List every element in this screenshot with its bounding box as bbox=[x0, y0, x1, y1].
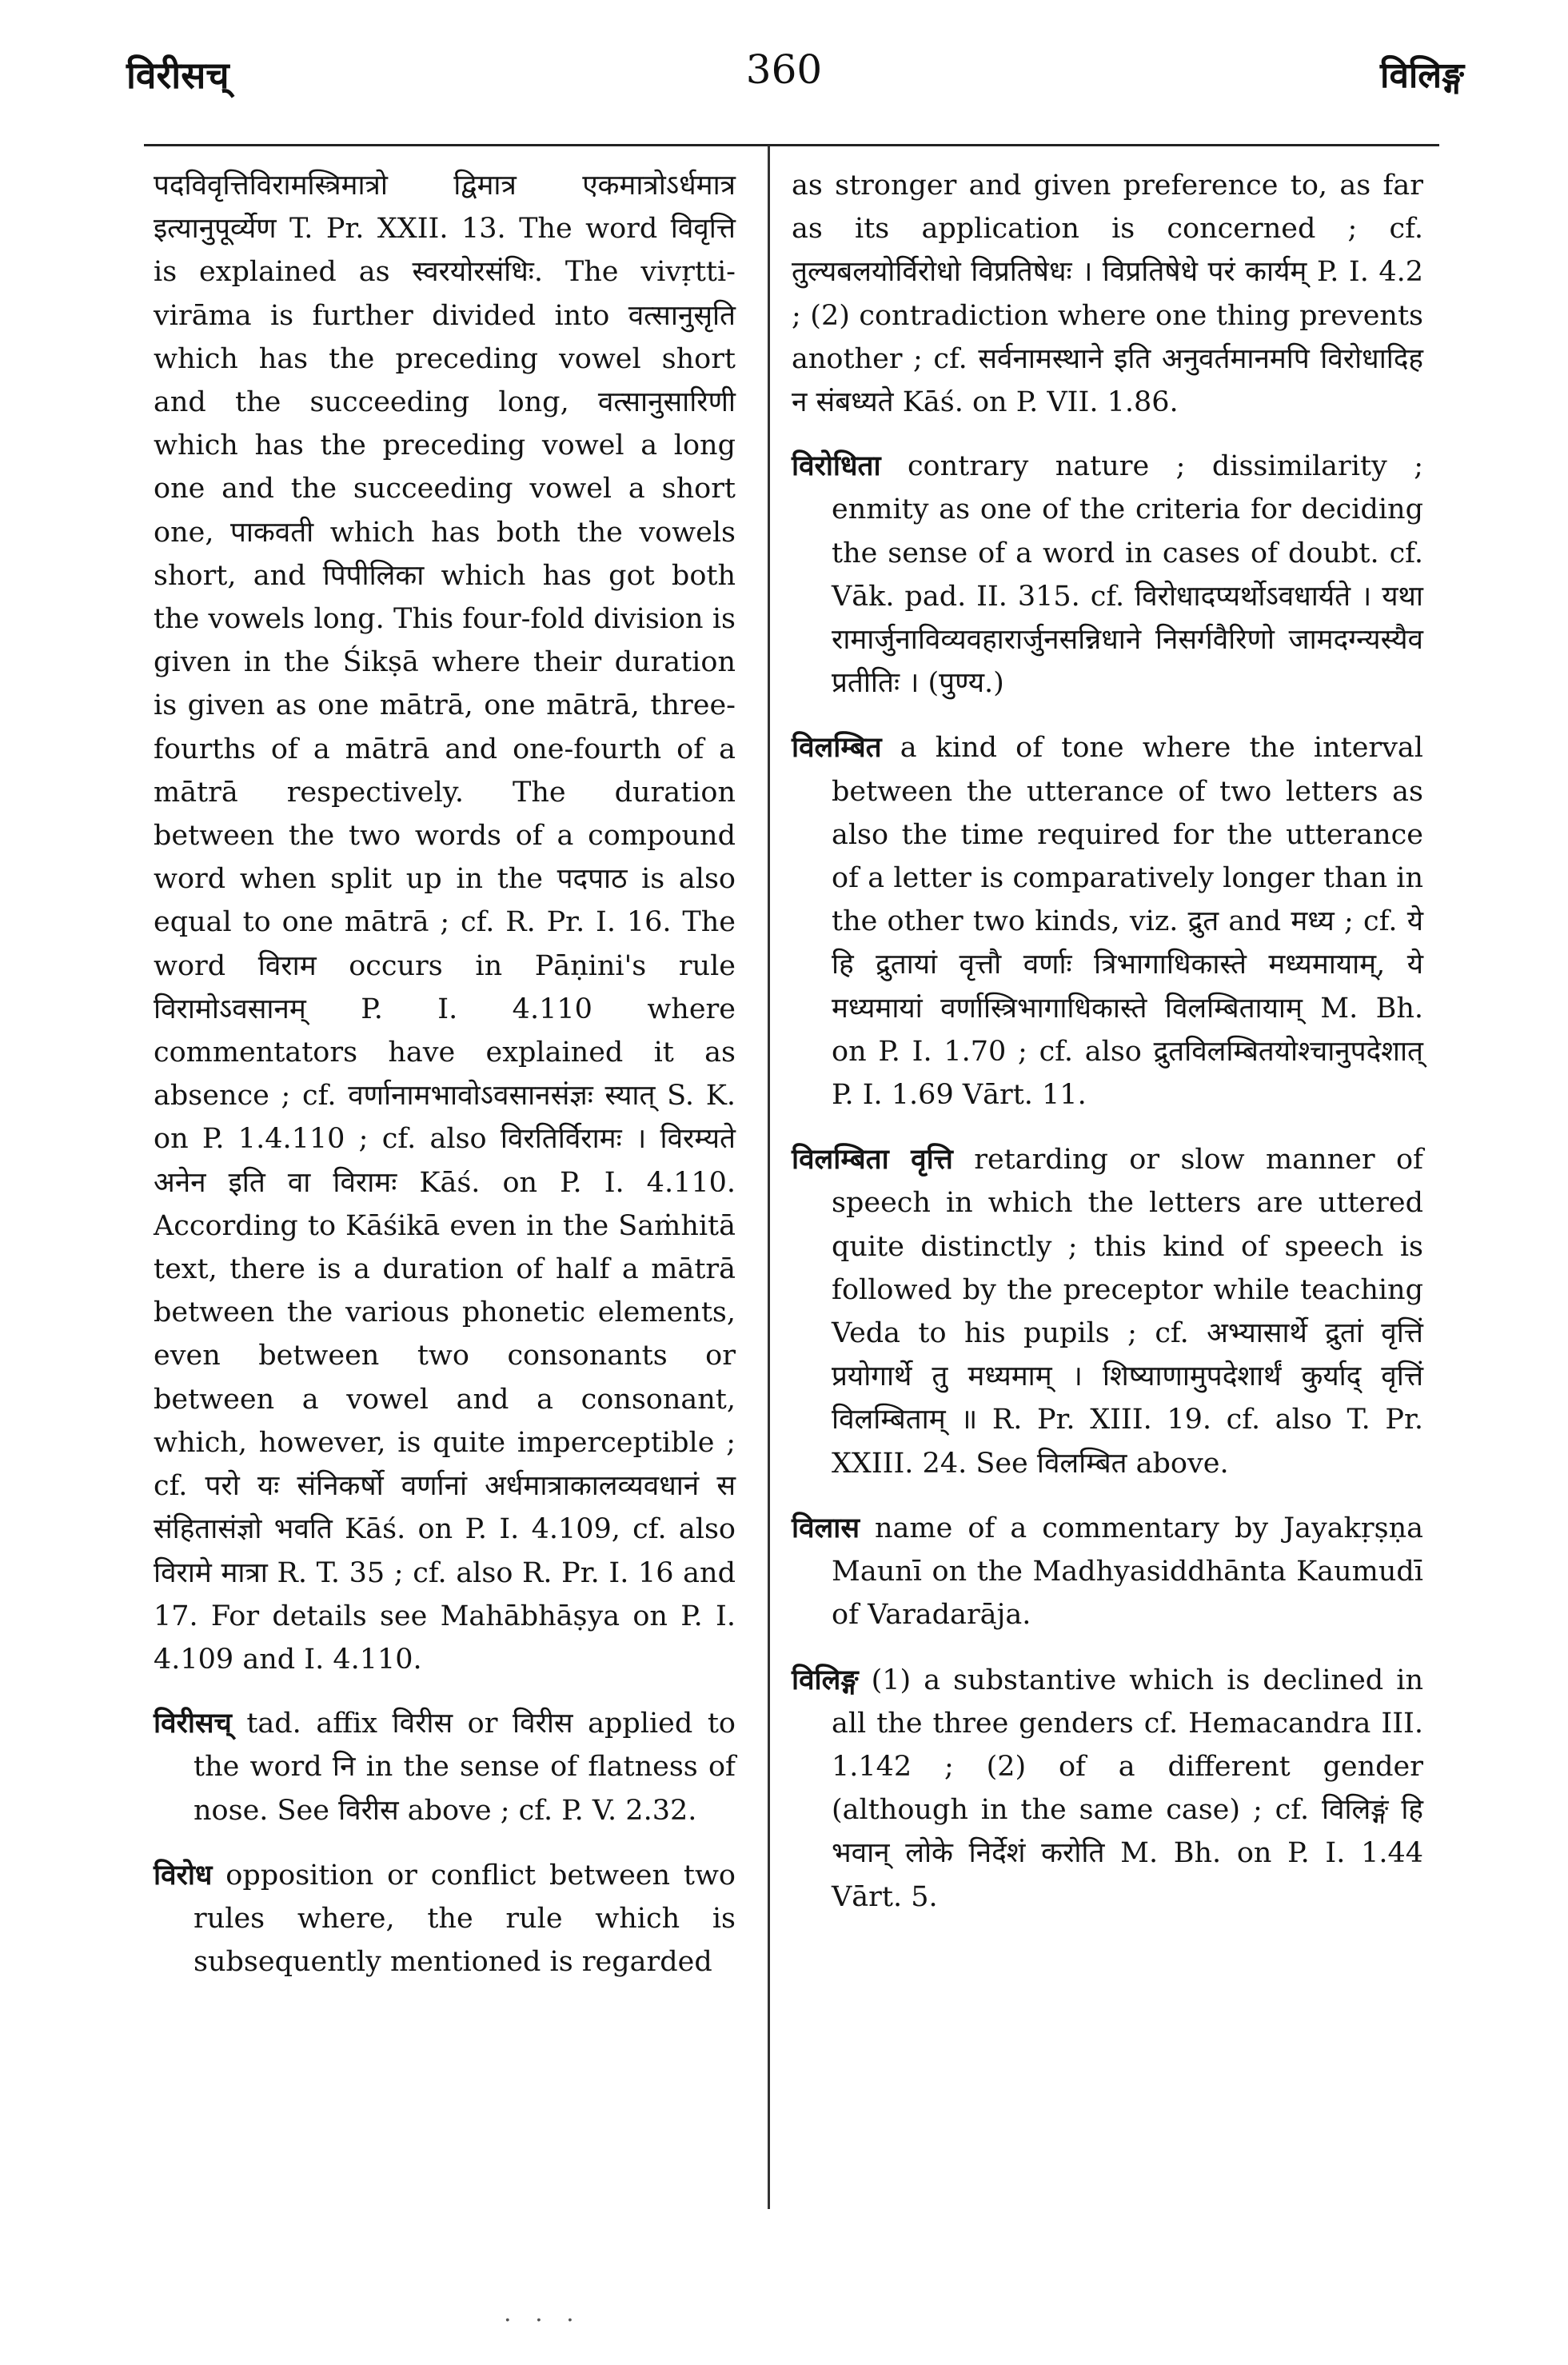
entry-definition: name of a commentary by Jayakṛṣṇa Maunī on the Madhyasiddhānta Kaumudī of Varadarāja. bbox=[832, 1512, 1423, 1632]
dictionary-entry bbox=[792, 1507, 1423, 1637]
entry-definition: (1) a substantive which is declined in all the three genders cf. Hemacandra III. 1.142 ; (2) of a different gender (although in the same case) ; cf. विलिङ्गं हि भवान् लोके निर्देशं करोति M. Bh. on P. I. 1.44 Vārt. 5. bbox=[832, 1664, 1423, 1913]
entry-definition: opposition or conflict between two rules where, the rule which is subsequently mentioned is regarded bbox=[194, 1859, 736, 1979]
entry-headword: विरोधिता bbox=[792, 449, 881, 483]
column-divider bbox=[768, 146, 770, 2209]
dictionary-entry bbox=[792, 1138, 1423, 1485]
dictionary-entry bbox=[792, 445, 1423, 705]
dictionary-entry bbox=[154, 1702, 736, 1832]
entry-definition: a kind of tone where the interval between the utterance of two letters as also the time required for the utterance of a letter is comparatively longer than in the other two kinds, viz. द्रुत and मध्य ; cf. ये हि द्रुतायां वृत्तौ वर्णाः त्रिभागाधिकास्ते मध्यमायाम्, ये मध्यमायां वर्णास्त्रिभागाधिकास्ते विलम्बितायाम् M. Bh. on P. I. 1.70 ; cf. also द्रुतविलम्बितयोश्चानुपदेशात् P. I. 1.69 Vārt. 11. bbox=[832, 732, 1423, 1112]
entry-definition: retarding or slow manner of speech in which the letters are uttered quite distinctly ; this kind of speech is followed by the preceptor while teaching Veda to his pupils ; cf. अभ्यासार्थे द्रुतां वृत्तिं प्रयोगार्थे तु मध्यमाम् । शिष्याणामुपदेशार्थं कुर्याद् वृत्तिं विलम्बिताम् ॥ R. Pr. XIII. 19. cf. also T. Pr. XXIII. 24. See विलम्बित above. bbox=[832, 1144, 1423, 1480]
page-number: 360 bbox=[745, 46, 823, 93]
entry-headword: विरीसच् bbox=[154, 1707, 232, 1740]
right-column bbox=[792, 164, 1423, 1940]
dictionary-entry bbox=[792, 1659, 1423, 1919]
entry-definition: contrary nature ; dissimilarity ; enmity as one of the criteria for deciding the sense of a word in cases of doubt. cf. Vāk. pad. II. 315. cf. विरोधादप्यर्थोऽवधार्यते । यथा रामार्जुनाविव्यवहारार्जुनसन्निधाने निसर्गवैरिणो जामदग्न्यस्यैव प्रतीतिः । (पुण्य.) bbox=[832, 450, 1423, 700]
entry-headword: विलम्बिता वृत्ति bbox=[792, 1143, 953, 1177]
header-right-guide-word: विलिङ्ग bbox=[1380, 55, 1464, 96]
entry-definition: tad. affix विरीस or विरीस applied to the word नि in the sense of flatness of nose. See विरीस above ; cf. P. V. 2.32. bbox=[194, 1708, 736, 1827]
left-column bbox=[154, 164, 736, 2005]
entry-headword: विलिङ्ग bbox=[792, 1663, 859, 1696]
continued-entry-text: as stronger and given preference to, as far as its application is concerned ; cf. तुल्यबलयोर्विरोधो विप्रतिषेधः । विप्रतिषेधे परं कार्यम् P. I. 4.2 ; (2) contradiction where one thing prevents another ; cf. सर्वनामस्थाने इति अनुवर्तमानमपि विरोधादिह न संबध्यते Kāś. on P. VII. 1.86. bbox=[792, 170, 1423, 419]
header-rule bbox=[144, 144, 1439, 146]
header-left-guide-word: विरीसच् bbox=[126, 54, 229, 97]
entry-headword: विलम्बित bbox=[792, 731, 882, 765]
footer-marks: . . . bbox=[504, 2299, 582, 2327]
dictionary-entry bbox=[792, 726, 1423, 1117]
entry-headword: विलास bbox=[792, 1511, 860, 1544]
entry-headword: विरोध bbox=[154, 1858, 213, 1892]
continued-entry-text: पदविवृत्तिविरामस्त्रिमात्रो द्विमात्र एकमात्रोऽर्धमात्र इत्यानुपूर्व्येण T. Pr. XXII. 13. The word विवृत्ति is explained as स्वरयोरसंधिः. The vivṛtti-virāma is further divided into वत्सानुसृति which has the preceding vowel short and the succeeding long, वत्सानुसारिणी which has the preceding vowel a long one and the succeeding vowel a short one, पाकवती which has both the vowels short, and पिपीलिका which has got both the vowels long. This four-fold division is given in the Śikṣā where their duration is given as one mātrā, one mātrā, three-fourths of a mātrā and one-fourth of a mātrā respectively. The duration between the two words of a compound word when split up in the पदपाठ is also equal to one mātrā ; cf. R. Pr. I. 16. The word विराम occurs in Pāṇini's rule विरामोऽवसानम् P. I. 4.110 where commentators have explained it as absence ; cf. वर्णानामभावोऽवसानसंज्ञः स्यात् S. K. on P. 1.4.110 ; cf. also विरतिर्विरामः । विरम्यते अनेन इति वा विरामः Kāś. on P. I. 4.110. According to Kāśikā even in the Saṁhitā text, there is a duration of half a mātrā between the various phonetic elements, even between two consonants or between a vowel and a consonant, which, however, is quite imperceptible ; cf. परो यः संनिकर्षो वर्णानां अर्धमात्राकालव्यवधानं स संहितासंज्ञो भवति Kāś. on P. I. 4.109, cf. also विरामे मात्रा R. T. 35 ; cf. also R. Pr. I. 16 and 17. For details see Mahābhāṣya on P. I. 4.109 and I. 4.110. bbox=[154, 170, 736, 1676]
dictionary-entry bbox=[154, 1854, 736, 1984]
